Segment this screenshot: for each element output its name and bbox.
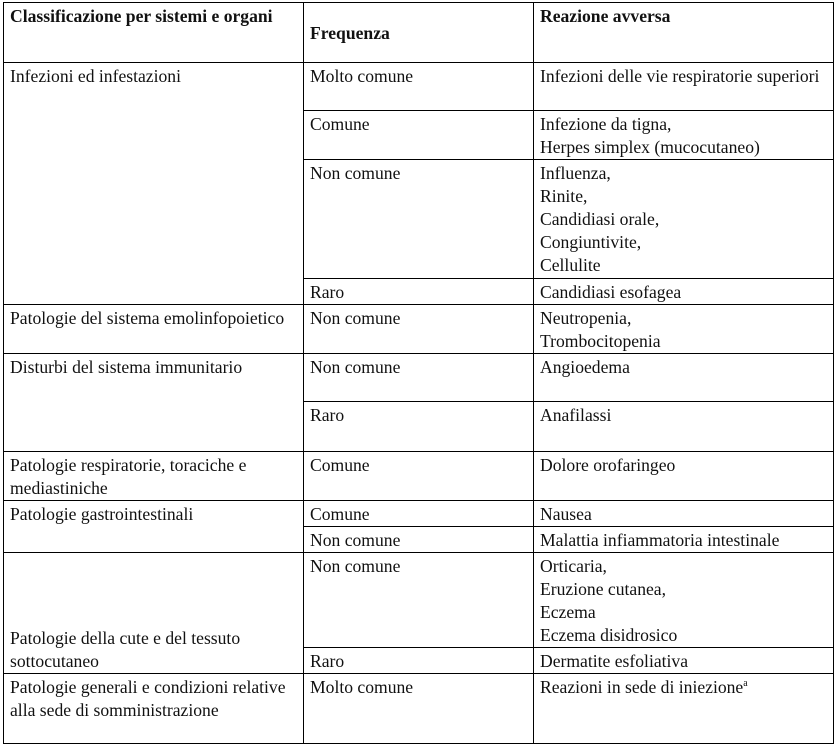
table-row [4, 553, 834, 648]
frequency-cell: Non comune [304, 354, 534, 402]
reaction-line: Trombocitopenia [540, 331, 661, 351]
frequency-cell: Non comune [304, 527, 534, 553]
reaction-line: Cellulite [540, 255, 601, 275]
reaction-line: Eczema disidrosico [540, 625, 678, 645]
header-frequency: Frequenza [304, 3, 534, 63]
frequency-cell: Comune [304, 452, 534, 501]
reaction-line: Herpes simplex (mucocutaneo) [540, 137, 760, 157]
frequency-cell: Molto comune [304, 63, 534, 111]
reaction-line: Infezione da tigna, [540, 114, 672, 134]
table-row [4, 501, 834, 527]
soc-cell: Infezioni ed infestazioni [4, 63, 304, 305]
frequency-cell: Comune [304, 501, 534, 527]
reaction-line: Influenza, [540, 163, 611, 183]
soc-cell: Patologie respiratorie, toraciche e mediastiniche [4, 452, 304, 501]
reaction-line: Eruzione cutanea, [540, 579, 667, 599]
frequency-cell: Non comune [304, 553, 534, 648]
reaction-cell [534, 111, 834, 160]
frequency-cell: Molto comune [304, 674, 534, 744]
adverse-reactions-table [3, 2, 834, 744]
soc-cell: Disturbi del sistema immunitario [4, 354, 304, 452]
header-soc: Classificazione per sistemi e organi [4, 3, 304, 63]
reaction-cell: Dolore orofaringeo [534, 452, 834, 501]
table-header-row [4, 3, 834, 63]
reaction-cell: Angioedema [534, 354, 834, 402]
table-row [4, 63, 834, 111]
reaction-text: Reazioni in sede di iniezione [540, 677, 744, 697]
reaction-line: Candidiasi orale, [540, 209, 660, 229]
reaction-cell: Candidiasi esofagea [534, 279, 834, 305]
reaction-cell: Infezioni delle vie respiratorie superiori [534, 63, 834, 111]
table-row [4, 674, 834, 744]
table-row [4, 452, 834, 501]
frequency-cell: Raro [304, 648, 534, 674]
reaction-cell [534, 160, 834, 279]
soc-cell: Patologie generali e condizioni relative alla sede di somministrazione [4, 674, 304, 744]
header-reaction: Reazione avversa [534, 3, 834, 63]
table-row [4, 354, 834, 402]
reaction-cell: Nausea [534, 501, 834, 527]
table-row [4, 305, 834, 354]
frequency-cell: Non comune [304, 305, 534, 354]
soc-cell: Patologie gastrointestinali [4, 501, 304, 553]
reaction-line: Eczema [540, 602, 596, 622]
soc-cell: Patologie della cute e del tessuto sottocutaneo [4, 553, 304, 674]
frequency-cell: Non comune [304, 160, 534, 279]
reaction-cell [534, 305, 834, 354]
reaction-line: Neutropenia, [540, 308, 632, 328]
reaction-line: Rinite, [540, 186, 588, 206]
reaction-cell: Malattia infiammatoria intestinale [534, 527, 834, 553]
reaction-cell: Anafilassi [534, 402, 834, 452]
reaction-line: Congiuntivite, [540, 232, 642, 252]
frequency-cell: Raro [304, 402, 534, 452]
frequency-cell: Comune [304, 111, 534, 160]
reaction-line: Orticaria, [540, 556, 607, 576]
reaction-cell [534, 553, 834, 648]
frequency-cell: Raro [304, 279, 534, 305]
reaction-cell: Dermatite esfoliativa [534, 648, 834, 674]
reaction-cell [534, 674, 834, 744]
footnote-marker: a [743, 678, 748, 690]
soc-cell: Patologie del sistema emolinfopoietico [4, 305, 304, 354]
